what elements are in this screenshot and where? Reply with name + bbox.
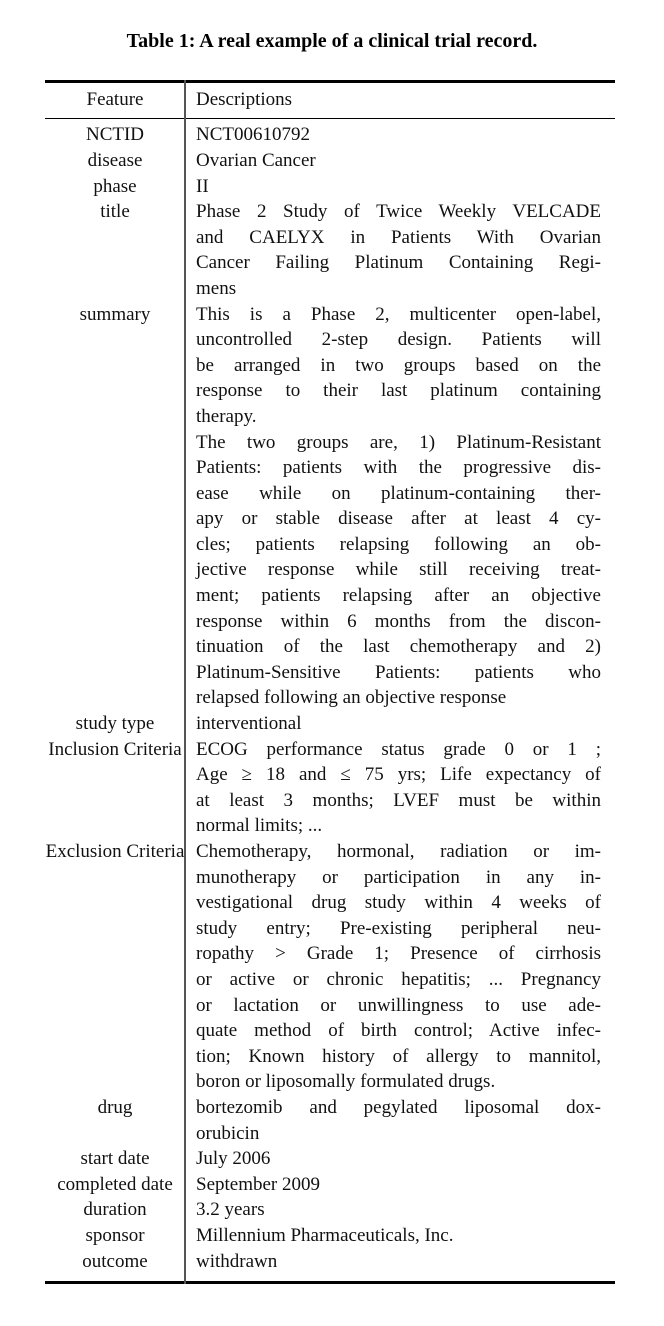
description-line: boron or liposomally formulated drugs.	[196, 1071, 496, 1093]
description-line: munotherapy or participation in any in-	[196, 866, 601, 888]
description-line: Chemotherapy, hormonal, radiation or im-	[196, 841, 601, 863]
description-line: vestigational drug study within 4 weeks of	[196, 892, 601, 914]
feature-cell: duration	[83, 1199, 147, 1221]
feature-cell: study type	[75, 713, 155, 735]
description-line: ropathy > Grade 1; Presence of cirrhosis	[196, 943, 601, 965]
description-line: Millennium Pharmaceuticals, Inc.	[196, 1224, 454, 1246]
table-row	[45, 737, 615, 839]
feature-cell: start date	[80, 1148, 150, 1170]
feature-cell: Exclusion Criteria	[45, 841, 185, 863]
description-line: 3.2 years	[196, 1199, 265, 1221]
description-line: NCT00610792	[196, 124, 310, 146]
description-line: II	[196, 175, 209, 197]
clinical-trial-table	[45, 80, 615, 1284]
feature-cell: summary	[79, 303, 151, 325]
description-line: response to their last platinum containing	[196, 380, 601, 402]
description-cell	[185, 174, 615, 200]
description-line: be arranged in two groups based on the	[196, 354, 601, 376]
description-line: withdrawn	[196, 1250, 278, 1272]
table-row	[45, 1197, 615, 1223]
feature-cell: disease	[87, 149, 143, 171]
table-row	[45, 839, 615, 1095]
description-line: normal limits; ...	[196, 815, 323, 837]
description-cell	[185, 302, 615, 712]
description-line: study entry; Pre-existing peripheral neu-	[196, 917, 601, 939]
description-line: Phase 2 Study of Twice Weekly VELCADE	[196, 201, 601, 223]
description-cell	[185, 199, 615, 301]
description-line: and CAELYX in Patients With Ovarian	[196, 226, 601, 248]
description-line: July 2006	[196, 1148, 271, 1170]
description-cell	[185, 122, 615, 148]
feature-cell: drug	[97, 1096, 133, 1118]
feature-cell: phase	[93, 175, 137, 197]
feature-cell: NCTID	[85, 124, 145, 146]
table-caption: Table 1: A real example of a clinical trial record.	[126, 30, 538, 52]
description-line: September 2009	[196, 1173, 321, 1195]
description-line: tion; Known history of allergy to mannitol,	[196, 1045, 601, 1067]
description-line: at least 3 months; LVEF must be within	[196, 789, 601, 811]
description-line: bortezomib and pegylated liposomal dox-	[196, 1096, 601, 1118]
description-cell	[185, 1249, 615, 1275]
feature-cell: Inclusion Criteria	[48, 738, 182, 760]
description-line: uncontrolled 2-step design. Patients will	[196, 329, 601, 351]
feature-cell: completed date	[57, 1173, 173, 1195]
table-bottomrule	[45, 1281, 615, 1284]
feature-cell: title	[100, 201, 130, 223]
description-line: or lactation or unwillingness to use ade-	[196, 994, 601, 1016]
table-row	[45, 174, 615, 200]
description-line: ease while on platinum-containing ther-	[196, 482, 601, 504]
feature-cell: sponsor	[85, 1224, 145, 1246]
table-row	[45, 1172, 615, 1198]
table-row	[45, 148, 615, 174]
description-cell	[185, 148, 615, 174]
description-line: ment; patients relapsing after an objective	[196, 585, 601, 607]
feature-column-header: Feature	[86, 89, 144, 111]
description-line: The two groups are, 1) Platinum-Resistant	[196, 431, 601, 453]
description-line: therapy.	[196, 405, 257, 427]
table-row	[45, 1146, 615, 1172]
table-row	[45, 1249, 615, 1275]
feature-cell: outcome	[82, 1250, 148, 1272]
table-row	[45, 122, 615, 148]
description-line: ECOG performance status grade 0 or 1 ;	[196, 738, 601, 760]
table-header-row	[45, 83, 615, 118]
description-line: quate method of birth control; Active infec-	[196, 1020, 601, 1042]
description-cell	[185, 1197, 615, 1223]
column-divider-line	[184, 80, 186, 1284]
description-line: tinuation of the last chemotherapy and 2)	[196, 636, 601, 658]
description-line: relapsed following an objective response	[196, 687, 507, 709]
description-cell	[185, 711, 615, 737]
description-line: Age ≥ 18 and ≤ 75 yrs; Life expectancy of	[196, 764, 601, 786]
description-line: Patients: patients with the progressive dis-	[196, 457, 601, 479]
description-line: cles; patients relapsing following an ob-	[196, 533, 601, 555]
description-cell	[185, 1172, 615, 1198]
description-cell	[185, 1146, 615, 1172]
description-cell	[185, 737, 615, 839]
table-body	[45, 119, 615, 1281]
description-cell	[185, 1223, 615, 1249]
description-line: Cancer Failing Platinum Containing Regi-	[196, 252, 601, 274]
descriptions-column-header: Descriptions	[196, 89, 293, 111]
description-cell	[185, 1095, 615, 1146]
table-row	[45, 1223, 615, 1249]
description-line: This is a Phase 2, multicenter open-label,	[196, 303, 601, 325]
description-line: orubicin	[196, 1122, 260, 1144]
table-row	[45, 1095, 615, 1146]
description-line: jective response while still receiving treat-	[196, 559, 601, 581]
description-line: Ovarian Cancer	[196, 149, 316, 171]
description-line: apy or stable disease after at least 4 cy-	[196, 508, 601, 530]
table-row	[45, 302, 615, 712]
description-line: response within 6 months from the discon-	[196, 610, 601, 632]
description-line: mens	[196, 277, 237, 299]
description-line: Platinum-Sensitive Patients: patients who	[196, 661, 601, 683]
description-line: interventional	[196, 713, 302, 735]
description-line: or active or chronic hepatitis; ... Pregnancy	[196, 968, 601, 990]
table-row	[45, 711, 615, 737]
table-row	[45, 199, 615, 301]
description-cell	[185, 839, 615, 1095]
